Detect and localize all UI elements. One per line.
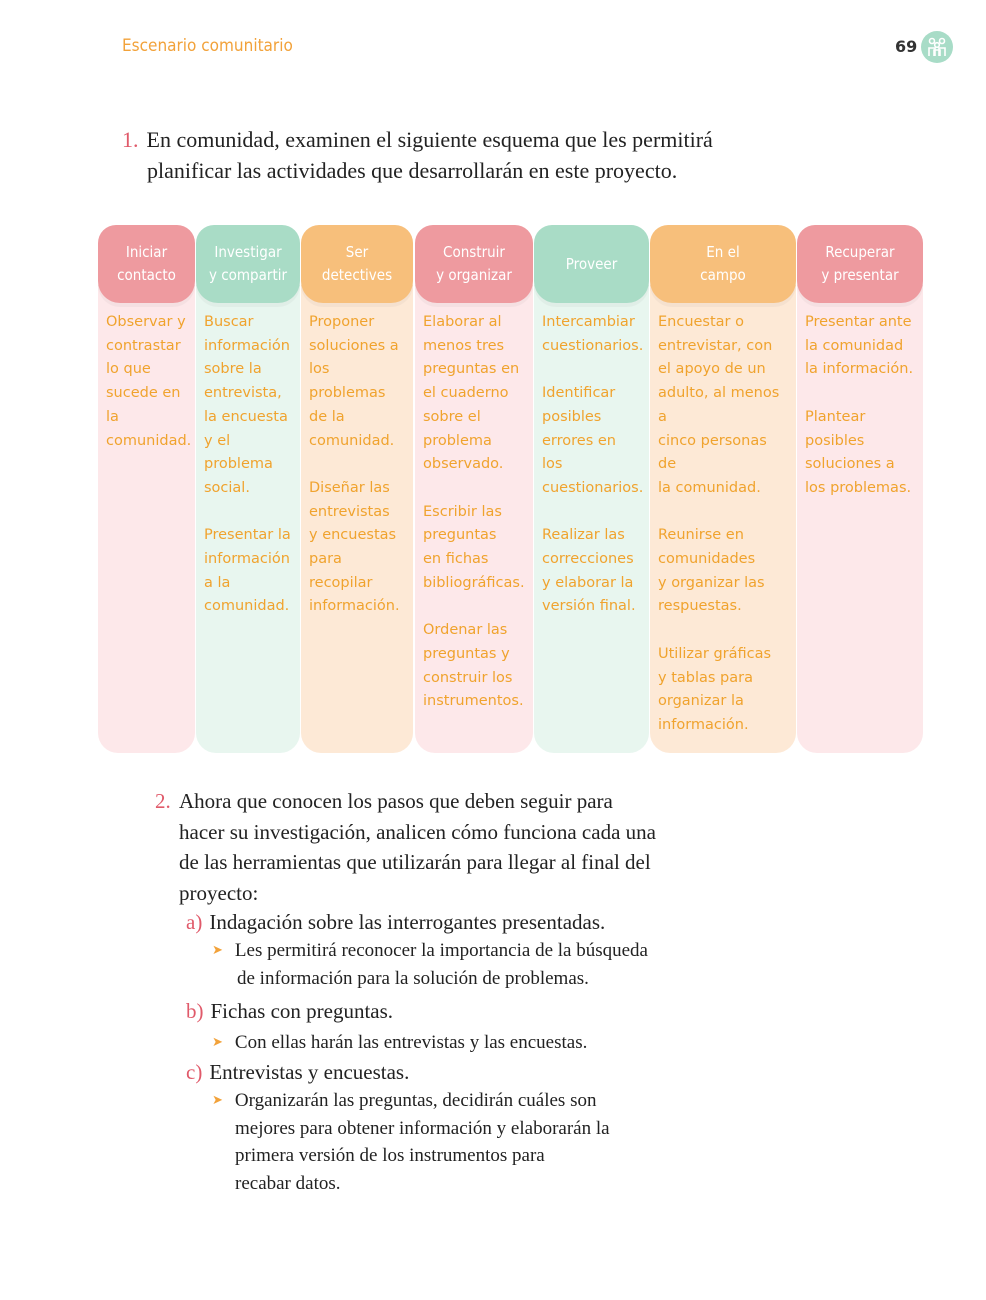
section-title: Escenario comunitario xyxy=(122,36,293,56)
question-line: hacer su investigación, analicen cómo funciona cada una xyxy=(179,819,656,844)
question-text-line2: planificar las actividades que desarrollarán en este proyecto. xyxy=(147,158,678,183)
page-number: 69 xyxy=(895,37,918,56)
column-item: Utilizar gráficas y tablas para organizar la información. xyxy=(658,645,772,733)
column-item: Identificar posibles errores en los cuestionarios. xyxy=(542,385,644,496)
column-header: Investigar y compartir xyxy=(196,225,300,303)
item-b-bullet: ➤ Con ellas harán las entrevistas y las encuestas. xyxy=(212,1032,588,1053)
item-a: a) Indagación sobre las interrogantes presentadas. xyxy=(186,910,606,934)
column-en-el-campo xyxy=(650,225,796,753)
activity-scheme xyxy=(98,225,924,753)
item-c-bullet: ➤ Organizarán las preguntas, decidirán cuáles son mejores para obtener información y elaborarán la primera versión de los instrumentos para recabar datos. xyxy=(212,1090,610,1194)
item-a-bullet: ➤ Les permitirá reconocer la importancia de la búsqueda de información para la solución de problemas. xyxy=(212,940,648,989)
column-header: Recuperar y presentar xyxy=(797,225,923,303)
question-text-line1: En comunidad, examinen el siguiente esquema que les permitirá xyxy=(146,127,713,152)
community-icon xyxy=(921,31,953,63)
column-item: Encuestar o entrevistar, con el apoyo de un adulto, al menos a cinco personas de la comunidad. xyxy=(658,314,780,496)
item-a-text: Indagación sobre las interrogantes presentadas. xyxy=(209,910,606,934)
question-number: 2. xyxy=(155,789,171,813)
question-1 xyxy=(122,124,713,186)
column-item: Realizar las correcciones y elaborar la versión final. xyxy=(542,527,636,615)
column-item: Intercambiar cuestionarios. xyxy=(542,314,644,354)
item-c-text: Entrevistas y encuestas. xyxy=(209,1060,410,1084)
column-iniciar-contacto xyxy=(98,225,195,753)
column-header: Iniciar contacto xyxy=(98,225,195,303)
arrow-bullet-icon: ➤ xyxy=(212,942,223,957)
column-item: Elaborar al menos tres preguntas en el cuaderno sobre el problema observado. xyxy=(423,314,520,473)
column-body xyxy=(415,285,533,753)
question-line: de las herramientas que utilizarán para llegar al final del xyxy=(179,850,651,874)
item-c: c) Entrevistas y encuestas. xyxy=(186,1060,410,1084)
column-body xyxy=(196,285,300,753)
column-item: Plantear posibles soluciones a los problemas. xyxy=(805,408,912,496)
column-item: Escribir las preguntas en fichas bibliográficas. xyxy=(423,503,525,591)
column-item: Proponer soluciones a los problemas de la comunidad. xyxy=(309,314,399,449)
item-b-text: Fichas con preguntas. xyxy=(210,999,394,1023)
column-proveer xyxy=(534,225,649,753)
arrow-bullet-icon: ➤ xyxy=(212,1092,223,1107)
column-header: Proveer xyxy=(534,225,649,303)
question-line: proyecto: xyxy=(179,880,259,905)
column-item: Observar y contrastar lo que sucede en la comunidad. xyxy=(106,314,192,449)
question-line: Ahora que conocen los pasos que deben seguir para xyxy=(179,789,613,813)
column-recuperar-presentar xyxy=(797,225,923,753)
column-header: Construir y organizar xyxy=(415,225,533,303)
question-number: 1. xyxy=(122,127,139,152)
column-investigar-compartir xyxy=(196,225,300,753)
item-b: b) Fichas con preguntas. xyxy=(186,999,394,1023)
column-item: Presentar ante la comunidad la información. xyxy=(805,314,914,378)
column-item: Ordenar las preguntas y construir los instrumentos. xyxy=(423,622,524,710)
column-item: Reunirse en comunidades y organizar las respuestas. xyxy=(658,527,765,615)
column-item: Presentar la información a la comunidad. xyxy=(204,527,291,615)
column-header: Ser detectives xyxy=(301,225,413,303)
column-item: Buscar información sobre la entrevista, la encuesta y el problema social. xyxy=(204,314,290,496)
column-item: Diseñar las entrevistas y encuestas para recopilar información. xyxy=(309,479,400,615)
column-header: En el campo xyxy=(650,225,796,303)
column-body xyxy=(301,285,413,753)
column-body xyxy=(534,285,649,753)
column-body xyxy=(650,285,796,753)
column-construir-organizar xyxy=(415,225,533,753)
arrow-bullet-icon: ➤ xyxy=(212,1034,223,1049)
column-ser-detectives xyxy=(301,225,413,753)
column-body xyxy=(797,285,923,753)
question-2 xyxy=(155,786,715,908)
column-body xyxy=(98,285,195,753)
